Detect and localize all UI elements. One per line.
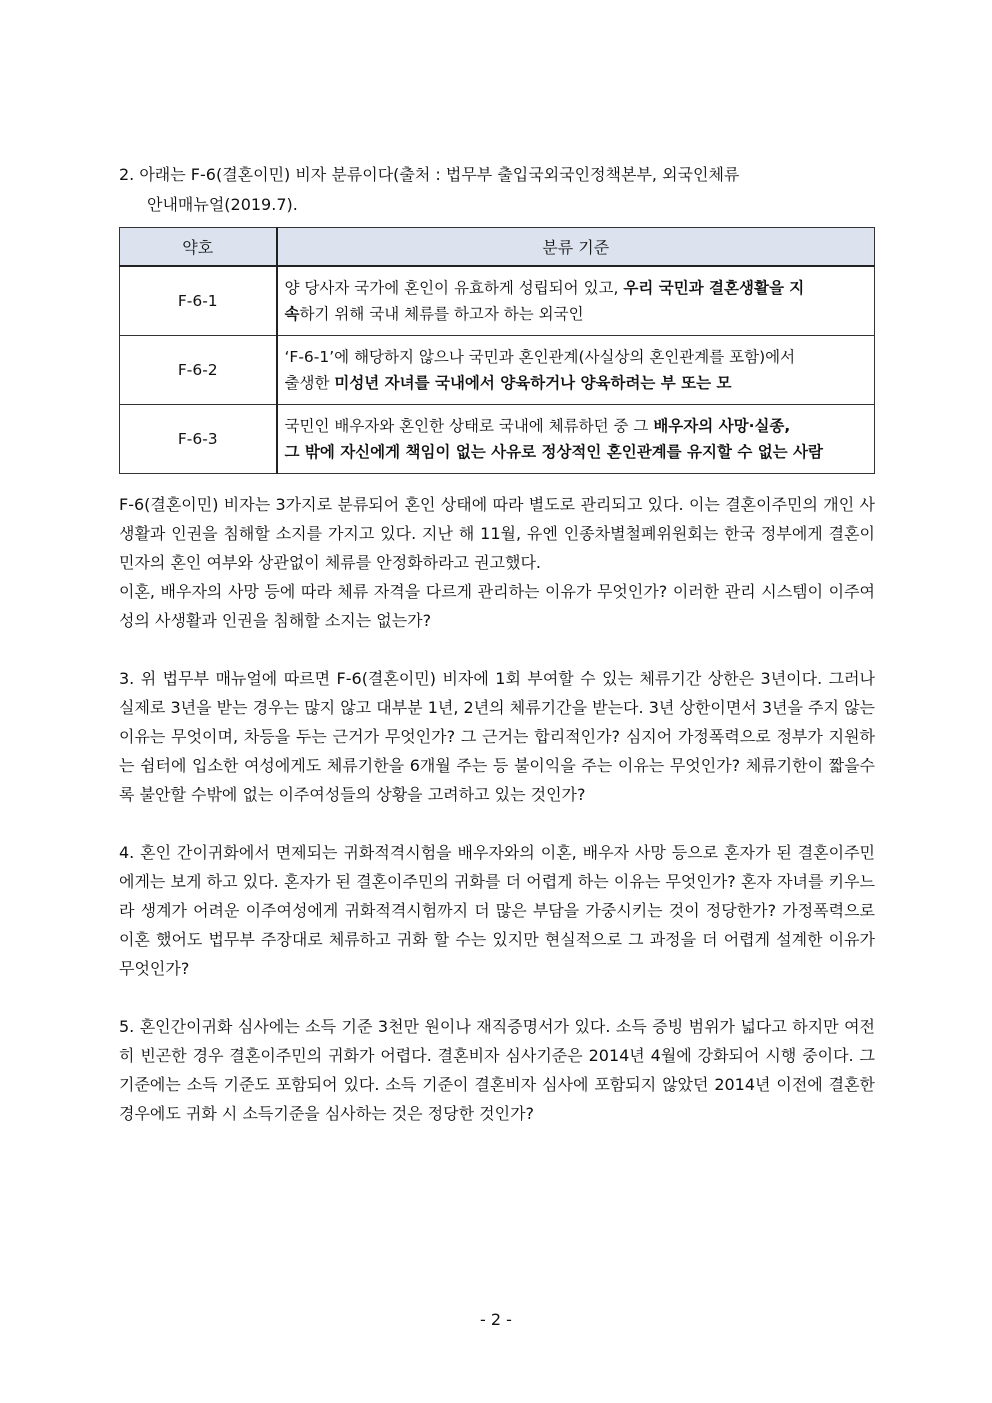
question-2-line-1: 2. 아래는 F-6(결혼이민) 비자 분류이다(출처 : 법무부 출입국외국인정책본부, 외국인체류 — [119, 165, 740, 184]
paragraph: 이혼, 배우자의 사망 등에 따라 체류 자격을 다르게 관리하는 이유가 무엇인가? 이러한 관리 시스템이 이주여성의 사생활과 인권을 침해할 소지는 없는가? — [119, 582, 875, 630]
document-page — [119, 160, 875, 1128]
visa-code-cell: F-6-2 — [120, 336, 277, 405]
criteria-cell: 양 당사자 국가에 혼인이 유효하게 성립되어 있고, 우리 국민과 결혼생활을 지 속하기 위해 국내 체류를 하고자 하는 외국인 — [277, 266, 875, 336]
question-3: 3. 위 법무부 매뉴얼에 따르면 F-6(결혼이민) 비자에 1회 부여할 수 있는 체류기간 상한은 3년이다. 그러나 실제로 3년을 받는 경우는 많지 않고 대부분 1년, 2년의 체류기간을 받는다. 3년 상한이면서 3년을 주지 않는 이유는 무엇이며, 차등을 두는 근거가 무엇인가? 그 근거는 합리적인가? 심지어 가정폭력으로 정부가 지원하는 쉼터에 입소한 여성에게도 체류기한을 6개월 주는 등 불이익을 주는 이유는 무엇인가? 체류기한이 짧을수록 불안할 수밖에 없는 이주여성들의 상황을 고려하고 있는 것인가? — [119, 669, 875, 804]
question-2-line-2: 안내매뉴얼(2019.7). — [147, 195, 298, 214]
page-number: - 2 - — [480, 1310, 512, 1329]
header-code: 약호 — [120, 228, 277, 267]
table-row — [120, 266, 875, 336]
visa-classification-table — [119, 227, 875, 474]
table-row — [120, 336, 875, 405]
criteria-cell: ‘F-6-1’에 해당하지 않으나 국민과 혼인관계(사실상의 혼인관계를 포함)에서 출생한 미성년 자녀를 국내에서 양육하거나 양육하려는 부 또는 모 — [277, 336, 875, 405]
criteria-cell: 국민인 배우자와 혼인한 상태로 국내에 체류하던 중 그 배우자의 사망·실종, 그 밖에 자신에게 책임이 없는 사유로 정상적인 혼인관계를 유지할 수 없는 사람 — [277, 405, 875, 474]
paragraph: F-6(결혼이민) 비자는 3가지로 분류되어 혼인 상태에 따라 별도로 관리되고 있다. 이는 결혼이주민의 개인 사생활과 인권을 침해할 소지를 가지고 있다. 지난 해 11월, 유엔 인종차별철폐위원회는 한국 정부에게 결혼이민자의 혼인 여부와 상관없이 체류를 안정화하라고 권고했다. — [119, 495, 875, 572]
table-header-row — [120, 228, 875, 267]
question-4: 4. 혼인 간이귀화에서 면제되는 귀화적격시험을 배우자와의 이혼, 배우자 사망 등으로 혼자가 된 결혼이주민에게는 보게 하고 있다. 혼자가 된 결혼이주민의 귀화를 더 어렵게 하는 이유는 무엇인가? 혼자 자녀를 키우느라 생계가 어려운 이주여성에게 귀화적격시험까지 더 많은 부담을 가중시키는 것이 정당한가? 가정폭력으로 이혼 했어도 법무부 주장대로 체류하고 귀화 할 수는 있지만 현실적으로 그 과정을 더 어렵게 설계한 이유가 무엇인가? — [119, 843, 875, 978]
question-5: 5. 혼인간이귀화 심사에는 소득 기준 3천만 원이나 재직증명서가 있다. 소득 증빙 범위가 넓다고 하지만 여전히 빈곤한 경우 결혼이주민의 귀화가 어렵다. 결혼비자 심사기준은 2014년 4월에 강화되어 시행 중이다. 그 기준에는 소득 기준도 포함되어 있다. 소득 기준이 결혼비자 심사에 포함되지 않았던 2014년 이전에 결혼한 경우에도 귀화 시 소득기준을 심사하는 것은 정당한 것인가? — [119, 1017, 875, 1123]
visa-code-cell: F-6-1 — [120, 266, 277, 336]
visa-code-cell: F-6-3 — [120, 405, 277, 474]
header-criteria: 분류 기준 — [277, 228, 875, 267]
table-row — [120, 405, 875, 474]
